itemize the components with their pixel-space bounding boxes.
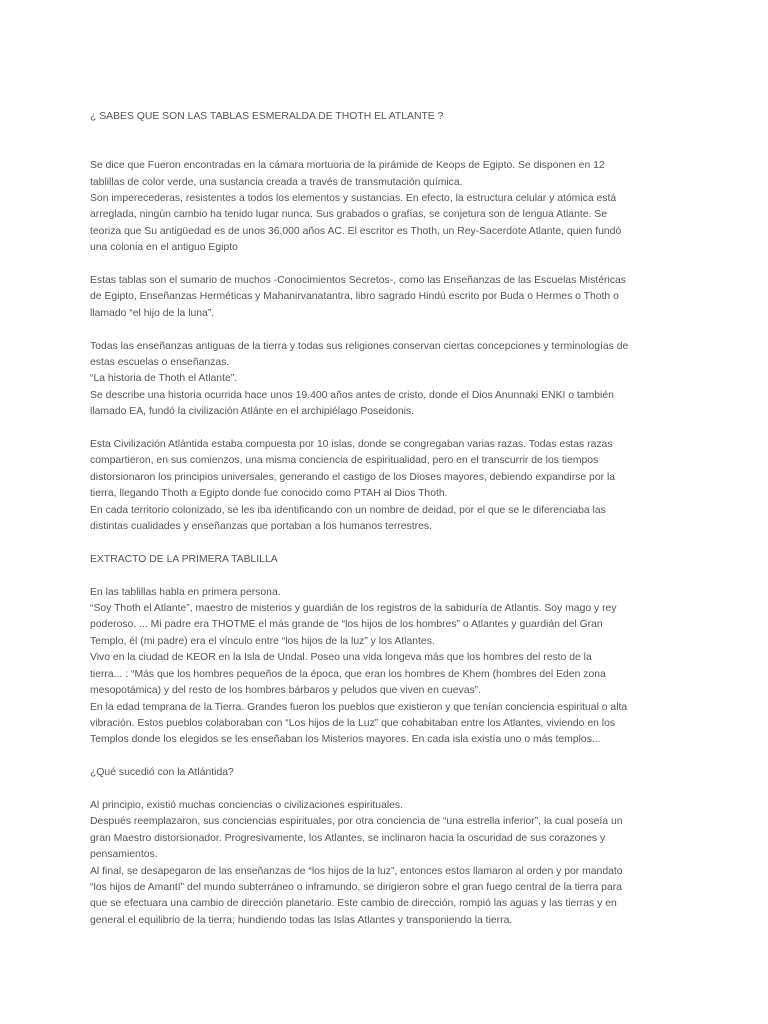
text-line: En las tablillas habla en primera persona. — [90, 586, 281, 598]
document-body — [90, 158, 690, 929]
text-line: poderoso. ... Mi padre era THOTME el más grande de “los hijos de los hombres” o Atlantes y guardián del Gran — [90, 619, 603, 631]
paragraph-block — [90, 552, 690, 568]
spacer — [90, 749, 690, 765]
text-line: EXTRACTO DE LA PRIMERA TABLILLA — [90, 553, 278, 565]
text-line: Son imperecederas, resistentes a todos los elementos y sustancias. En efecto, la estructura celular y atómica está — [90, 193, 617, 204]
spacer — [90, 142, 690, 158]
text-line: “La historia de Thoth el Atlante”. — [90, 373, 238, 385]
text-line: Después reemplazaron, sus conciencias espirituales, por otra conciencia de “una estrella inferior”, la cual poseía un — [90, 816, 623, 828]
text-line: estas escuelas o enseñanzas. — [90, 357, 230, 369]
text-line: Se dice que Fueron encontradas en la cámara mortuoria de la pirámide de Keops de Egipto. Se disponen en 12 — [90, 160, 605, 172]
paragraph-block — [90, 437, 690, 535]
text-line: compartieron, en sus comienzos, una misma conciencia de espiritualidad, pero en el transcurrir de los tiempos — [90, 455, 599, 467]
text-line: vibración. Estos pueblos colaboraban con “Los hijos de la Luz” que cohabitaban entre los Atlantes, viviendo en los — [90, 717, 616, 729]
paragraph-block — [90, 339, 690, 421]
spacer — [90, 257, 690, 273]
text-line: tierra... : “Más que los hombres pequeños de la época, que eran los hombres de Khem (hombres del Eden zona — [90, 668, 606, 680]
spacer — [90, 322, 690, 338]
paragraph-block — [90, 798, 690, 929]
text-line: En cada territorio colonizado, se les iba identificando con un nombre de deidad, por el que se le diferenciaba las — [90, 504, 606, 516]
text-line: tierra, llegando Thoth a Egipto donde fue conocido como PTAH al Dios Thoth. — [90, 488, 448, 500]
spacer — [90, 421, 690, 437]
text-line: tablillas de color verde, una sustancia creada a través de transmutación química. — [90, 176, 463, 188]
paragraph-block — [90, 765, 690, 781]
spacer — [90, 125, 690, 141]
text-line: Al final, se desapegaron de las enseñanzas de “los hijos de la luz”, entonces estos llamaron al orden y por mandato — [90, 865, 623, 877]
spacer — [90, 782, 690, 798]
text-line: llamado EA, fundó la civilización Atlánte en el archipiélago Poseidonis. — [90, 406, 415, 418]
text-line: Vivo en la ciudad de KEOR en la Isla de Undal. Poseo una vida longeva más que los hombres del resto de la — [90, 652, 592, 664]
text-line: distorsionaron los principios universales, generando el castigo de los Dioses mayores, debiendo expandirse por la — [90, 471, 616, 483]
text-line: Esta Civilización Atlántida estaba compuesta por 10 islas, donde se congregaban varias razas. Todas estas razas — [90, 439, 613, 451]
text-line: arreglada, ningún cambio ha tenido lugar nunca. Sus grabados o grafías, se conjetura son de lengua Atlante. Se — [90, 209, 607, 221]
paragraph-block — [90, 273, 690, 322]
text-line: Al principio, existió muchas conciencias o civilizaciones espirituales. — [90, 799, 404, 811]
text-line: gran Maestro distorsionador. Progresivamente, los Atlantes, se inclinaron hacia la oscuridad de sus corazones y — [90, 832, 606, 844]
spacer — [90, 568, 690, 584]
text-line: teoriza que Su antigüedad es de unos 36,000 años AC. El escritor es Thoth, un Rey-Sacerdote Atlante, quien fundó — [90, 225, 622, 237]
text-line: Estas tablas son el sumario de muchos -Conocimientos Secretos-, como las Enseñanzas de las Escuelas Mistéricas — [90, 275, 626, 287]
text-line: una colonia en el antiguo Egipto — [90, 242, 238, 254]
text-line: “Soy Thoth el Atlante”, maestro de misterios y guardián de los registros de la sabiduría de Atlantis. Soy mago y rey — [90, 603, 617, 615]
text-line: llamado “el hijo de la luna”. — [90, 307, 215, 319]
text-line: pensamientos. — [90, 849, 158, 861]
text-line: Templo, él (mi padre) era el vínculo entre “los hijos de la luz” y los Atlantes. — [90, 635, 435, 647]
text-line: ¿Qué sucedió con la Atlántida? — [90, 767, 234, 779]
text-line: En la edad temprana de la Tierra. Grandes fueron los pueblos que existieron y que tenían conciencia espiritual o alta — [90, 701, 628, 713]
text-line: distintas cualidades y enseñanzas que portaban a los humanos terrestres. — [90, 521, 432, 533]
text-line: de Egipto, Enseñanzas Herméticas y Mahanirvanatantra, libro sagrado Hindú escrito por Buda o Hermes o Thoth o — [90, 291, 619, 303]
document-title: ¿ SABES QUE SON LAS TABLAS ESMERALDA DE THOTH EL ATLANTE ? — [90, 111, 444, 122]
text-line: “los hijos de Amantí” del mundo subterráneo o inframundo, se dirigieron sobre el gran fuego central de la tierra para — [90, 881, 622, 893]
document-page — [90, 109, 690, 929]
text-line: general el equilibrio de la tierra; hundiendo todas las Islas Atlantes y transponiendo la tierra. — [90, 914, 513, 926]
text-line: Todas las enseñanzas antiguas de la tierra y todas sus religiones conservan ciertas concepciones y terminologías de — [90, 340, 629, 352]
paragraph-block — [90, 158, 690, 256]
paragraph-block — [90, 585, 690, 749]
text-line: Se describe una historia ocurrida hace unos 19.400 años antes de cristo, donde el Dios Anunnaki ENKI o también — [90, 389, 614, 401]
spacer — [90, 535, 690, 551]
text-line: mesopotámica) y del resto de los hombres bárbaros y peludos que viven en cuevas”. — [90, 685, 482, 697]
text-line: Templos donde los elegidos se les enseñaban los Misterios mayores. En cada isla existía uno o más templos... — [90, 734, 601, 746]
text-line: que se efectuara una cambio de dirección planetario. Este cambio de dirección, rompió las aguas y las tierras y en — [90, 898, 617, 910]
